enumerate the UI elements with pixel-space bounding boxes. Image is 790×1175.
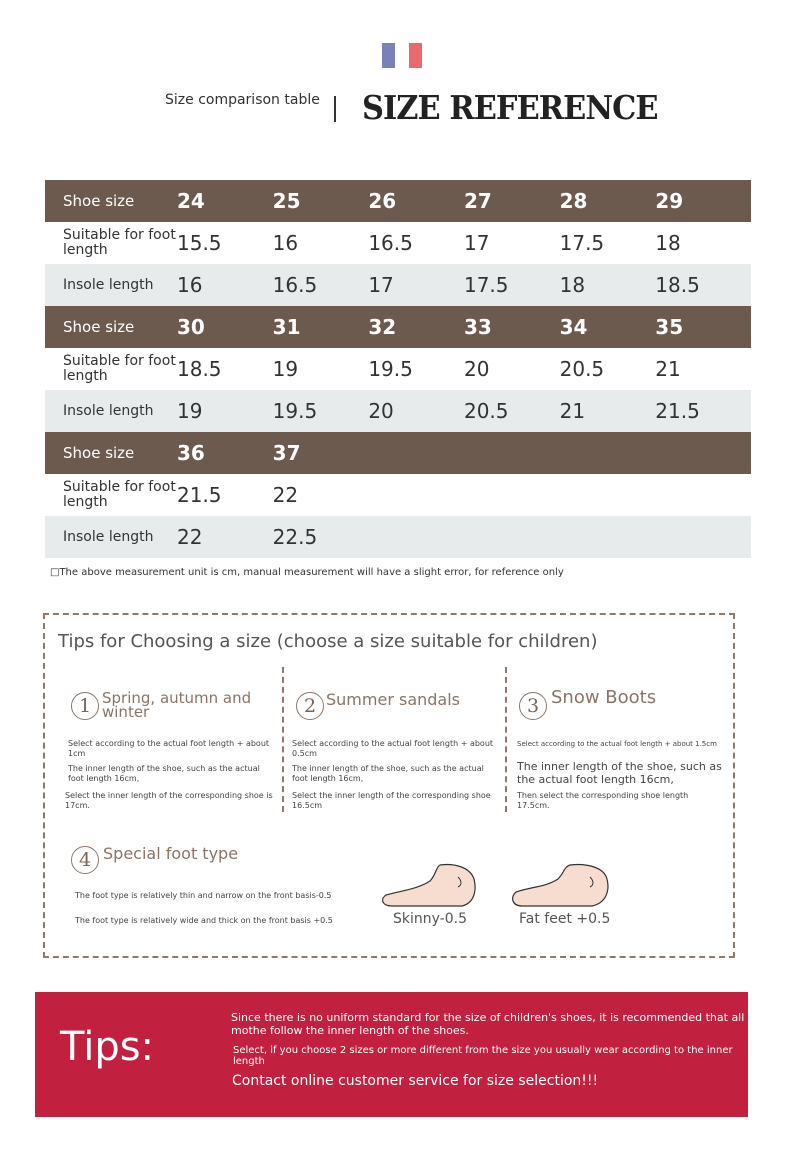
row-label: Insole length xyxy=(45,516,177,558)
size-table xyxy=(45,180,751,558)
page-title: SIZE REFERENCE xyxy=(362,88,658,127)
value-cell xyxy=(655,516,751,558)
foot-length-row xyxy=(45,348,751,390)
value-cell: 18.5 xyxy=(177,348,273,390)
tip-column-snow xyxy=(505,667,729,812)
value-cell xyxy=(560,516,656,558)
tip-rule: Select according to the actual foot length + about 1.5cm xyxy=(517,740,717,748)
size-cell: 37 xyxy=(273,432,369,474)
tips-box xyxy=(43,613,735,958)
tip-title: Snow Boots xyxy=(551,687,657,708)
value-cell: 22 xyxy=(177,516,273,558)
value-cell: 22 xyxy=(273,474,369,516)
fat-label: Fat feet +0.5 xyxy=(519,911,611,927)
size-cell: 32 xyxy=(368,306,464,348)
value-cell xyxy=(655,474,751,516)
special-title: Special foot type xyxy=(103,844,239,863)
row-label: Suitable for foot length xyxy=(45,348,177,390)
tip-rule: Select according to the actual foot length + about 0.5cm xyxy=(292,739,494,758)
tip-title: Spring, autumn and winter xyxy=(102,689,252,721)
foot-length-row xyxy=(45,474,751,516)
tip-example: The inner length of the shoe, such as the actual foot length 16cm, xyxy=(68,764,260,783)
special-rule-thin: The foot type is relatively thin and narrow on the front basis-0.5 xyxy=(75,891,332,900)
shoe-size-row xyxy=(45,180,751,222)
tips-text: Since there is no uniform standard for the size of children's shoes, it is recommended that all mothe follow the inner length of the shoes. xyxy=(231,1011,745,1037)
value-cell xyxy=(368,474,464,516)
row-label: Insole length xyxy=(45,390,177,432)
value-cell: 22.5 xyxy=(273,516,369,558)
value-cell xyxy=(368,516,464,558)
value-cell xyxy=(464,516,560,558)
value-cell: 19 xyxy=(177,390,273,432)
value-cell: 16 xyxy=(273,222,369,264)
value-cell xyxy=(464,474,560,516)
tips-banner xyxy=(35,992,748,1117)
size-cell: 30 xyxy=(177,306,273,348)
size-cell xyxy=(655,432,751,474)
size-cell: 25 xyxy=(273,180,369,222)
value-cell: 16.5 xyxy=(273,264,369,306)
tip-example: The inner length of the shoe, such as the actual foot length 16cm, xyxy=(292,764,484,783)
number-3-icon: 3 xyxy=(519,692,547,720)
insole-length-row xyxy=(45,390,751,432)
size-cell xyxy=(368,432,464,474)
skinny-label: Skinny-0.5 xyxy=(393,911,467,927)
shoe-size-row xyxy=(45,306,751,348)
value-cell: 18 xyxy=(560,264,656,306)
number-1-icon: 1 xyxy=(71,692,99,720)
size-cell: 24 xyxy=(177,180,273,222)
size-comparison-label: Size comparison table xyxy=(165,92,320,108)
value-cell: 17 xyxy=(368,264,464,306)
tip-title: Summer sandals xyxy=(326,690,460,709)
value-cell: 20 xyxy=(368,390,464,432)
header-divider xyxy=(334,96,336,122)
tips-title: Tips for Choosing a size (choose a size suitable for children) xyxy=(58,631,598,652)
special-rule-wide: The foot type is relatively wide and thick on the front basis +0.5 xyxy=(75,916,333,925)
value-cell xyxy=(560,474,656,516)
size-cell xyxy=(560,432,656,474)
size-cell: 35 xyxy=(655,306,751,348)
size-cell: 26 xyxy=(368,180,464,222)
shoe-size-row xyxy=(45,432,751,474)
row-label: Shoe size xyxy=(45,180,177,222)
fat-foot-icon xyxy=(510,861,612,911)
tip-example: Select the inner length of the corresponding shoe is 17cm. xyxy=(65,791,273,810)
size-cell: 31 xyxy=(273,306,369,348)
value-cell: 16 xyxy=(177,264,273,306)
size-cell xyxy=(464,432,560,474)
tip-example: Then select the corresponding shoe length 17.5cm. xyxy=(517,791,689,810)
skinny-foot-icon xyxy=(378,861,480,911)
size-cell: 27 xyxy=(464,180,560,222)
tips-text: Select, if you choose 2 sizes or more different from the size you usually wear according to the inner length xyxy=(233,1045,733,1067)
value-cell: 21 xyxy=(655,348,751,390)
row-label: Suitable for foot length xyxy=(45,474,177,516)
tip-column-summer xyxy=(282,667,494,812)
foot-length-row xyxy=(45,222,751,264)
value-cell: 19.5 xyxy=(368,348,464,390)
value-cell: 20.5 xyxy=(464,390,560,432)
insole-length-row xyxy=(45,264,751,306)
value-cell: 21 xyxy=(560,390,656,432)
size-cell: 36 xyxy=(177,432,273,474)
size-cell: 28 xyxy=(560,180,656,222)
value-cell: 21.5 xyxy=(177,474,273,516)
value-cell: 19 xyxy=(273,348,369,390)
size-cell: 34 xyxy=(560,306,656,348)
tip-example: Select the inner length of the corresponding shoe 16.5cm xyxy=(292,791,491,810)
value-cell: 20 xyxy=(464,348,560,390)
tips-heading: Tips: xyxy=(60,1024,155,1070)
row-label: Shoe size xyxy=(45,432,177,474)
number-2-icon: 2 xyxy=(296,692,324,720)
number-4-icon: 4 xyxy=(71,846,99,874)
contact-text: Contact online customer service for size selection!!! xyxy=(232,1073,599,1089)
french-flag-icon xyxy=(382,43,422,68)
size-cell: 29 xyxy=(655,180,751,222)
value-cell: 17 xyxy=(464,222,560,264)
value-cell: 17.5 xyxy=(560,222,656,264)
value-cell: 16.5 xyxy=(368,222,464,264)
value-cell: 20.5 xyxy=(560,348,656,390)
size-cell: 33 xyxy=(464,306,560,348)
insole-length-row xyxy=(45,516,751,558)
value-cell: 15.5 xyxy=(177,222,273,264)
tip-example: The inner length of the shoe, such as the actual foot length 16cm, xyxy=(517,760,722,786)
tip-rule: Select according to the actual foot length + about 1cm xyxy=(68,739,270,758)
value-cell: 18 xyxy=(655,222,751,264)
value-cell: 21.5 xyxy=(655,390,751,432)
tip-column-spring xyxy=(67,667,273,812)
measurement-note: □The above measurement unit is cm, manual measurement will have a slight error, for reference only xyxy=(50,567,564,578)
value-cell: 19.5 xyxy=(273,390,369,432)
row-label: Shoe size xyxy=(45,306,177,348)
row-label: Insole length xyxy=(45,264,177,306)
value-cell: 17.5 xyxy=(464,264,560,306)
value-cell: 18.5 xyxy=(655,264,751,306)
row-label: Suitable for foot length xyxy=(45,222,177,264)
